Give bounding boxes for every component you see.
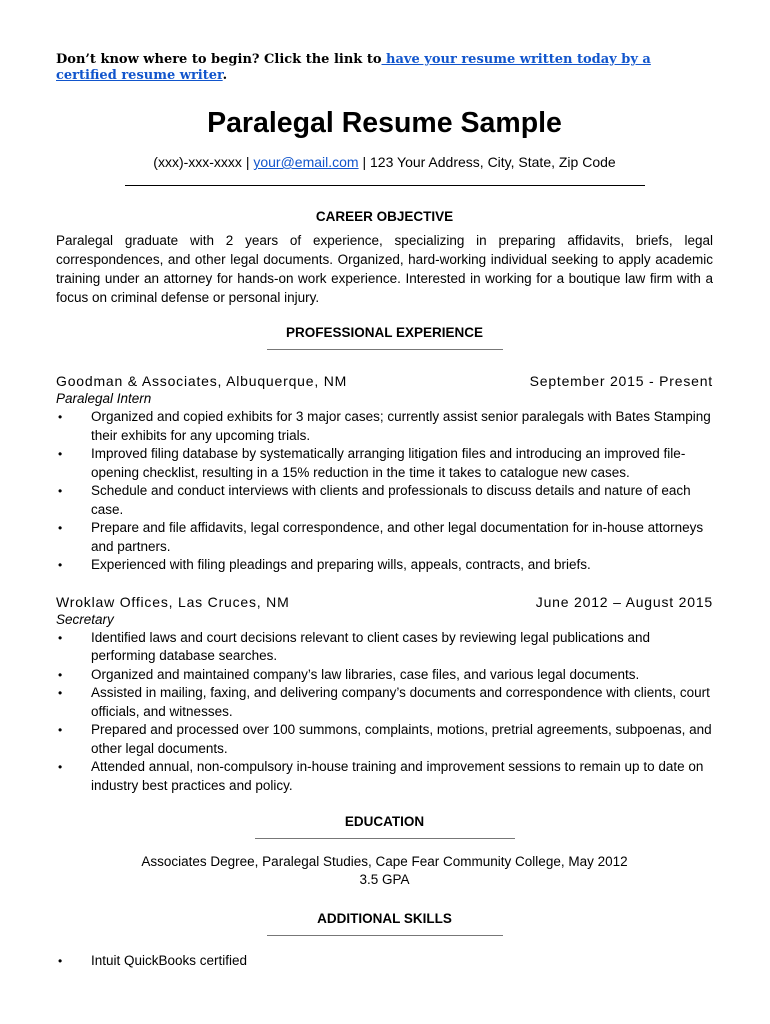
bullet-text: Experienced with filing pleadings and preparing wills, appeals, contracts, and briefs. <box>91 557 591 572</box>
list-item <box>56 758 713 795</box>
bullet-icon: • <box>58 667 63 682</box>
education-degree: Associates Degree, Paralegal Studies, Cape Fear Community College, May 2012 <box>141 854 628 869</box>
bullet-text: Organized and copied exhibits for 3 major cases; currently assist senior paralegals with Bates Stamping their exhibits for any upcoming trials. <box>91 409 711 443</box>
job-dates: June 2012 – August 2015 <box>535 593 713 610</box>
skills-heading: ADDITIONAL SKILLS <box>317 911 452 926</box>
job-bullets <box>56 408 713 575</box>
job-2 <box>56 593 713 796</box>
bullet-text: Prepared and processed over 100 summons, complaints, motions, pretrial agreements, subpoenas, and other legal documents. <box>91 722 712 756</box>
skills-list <box>56 952 713 971</box>
promo-banner <box>56 52 713 84</box>
contact-line <box>56 153 713 171</box>
bullet-icon: • <box>58 521 63 535</box>
list-item <box>56 629 713 666</box>
education-gpa: 3.5 GPA <box>359 872 410 887</box>
list-item <box>56 445 713 482</box>
objective-heading: CAREER OBJECTIVE <box>315 209 454 224</box>
bullet-text: Attended annual, non-compulsory in-house training and improvement sessions to remain up to date on industry best practices and policy. <box>91 759 704 793</box>
promo-lead: Don’t know where to begin? Click the link to <box>56 52 382 67</box>
list-item <box>56 952 713 971</box>
bullet-text: Identified laws and court decisions relevant to client cases by reviewing legal publications and performing database searches. <box>91 629 651 663</box>
list-item <box>56 408 713 445</box>
email-link[interactable]: your@email.com <box>253 154 359 170</box>
bullet-text: Organized and maintained company’s law libraries, case files, and various legal documents. <box>91 666 640 682</box>
bullet-icon: • <box>58 723 63 737</box>
job-employer: Wroklaw Offices, Las Cruces, NM <box>56 593 290 610</box>
resume-writer-link[interactable]: have your resume written today by a certified resume writer <box>56 52 651 83</box>
job-header <box>56 372 713 390</box>
bullet-icon: • <box>58 760 63 774</box>
objective-text: Paralegal graduate with 2 years of experience, specializing in preparing affidavits, briefs, legal correspondences, and other legal documents. Organized, hard-working individual seeking to apply academic training under an attorney for hands-on work experience. Interested in working for a boutique law firm with a focus on criminal defense or personal injury. <box>56 233 713 305</box>
education-divider <box>255 838 515 839</box>
skills-divider <box>267 935 503 936</box>
list-item <box>56 519 713 556</box>
job-employer: Goodman & Associates, Albuquerque, NM <box>56 373 348 389</box>
job-1 <box>56 372 713 575</box>
bullet-icon: • <box>58 954 63 968</box>
header-divider <box>125 185 645 186</box>
bullet-text: Improved filing database by systematically arranging litigation files and introducing an improved file-opening checklist, resulting in a 15% reduction in the time it takes to catalogue new cases. <box>91 446 686 480</box>
list-item <box>56 556 713 575</box>
experience-divider <box>267 349 503 350</box>
bullet-text: Assisted in mailing, faxing, and delivering company’s documents and correspondence with clients, court officials, and witnesses. <box>91 685 710 719</box>
list-item <box>56 482 713 519</box>
list-item <box>56 684 713 721</box>
job-dates: September 2015 - Present <box>529 373 713 389</box>
phone: (xxx)-xxx-xxxx | <box>153 154 254 170</box>
promo-trail: . <box>222 68 228 83</box>
list-item <box>56 721 713 758</box>
bullet-icon: • <box>58 630 63 645</box>
skill-text: Intuit QuickBooks certified <box>91 953 248 968</box>
bullet-icon: • <box>58 686 63 700</box>
resume-page <box>56 52 713 971</box>
bullet-icon: • <box>58 484 63 498</box>
bullet-icon: • <box>58 447 63 461</box>
job-role: Secretary <box>56 611 114 627</box>
list-item <box>56 666 713 685</box>
page-title: Paralegal Resume Sample <box>207 107 562 139</box>
job-bullets <box>56 629 713 796</box>
bullet-text: Schedule and conduct interviews with clients and professionals to discuss details and nature of each case. <box>91 483 691 517</box>
job-header <box>56 593 713 611</box>
education-heading: EDUCATION <box>344 814 425 829</box>
bullet-icon: • <box>58 558 63 572</box>
bullet-icon: • <box>58 410 63 424</box>
address: | 123 Your Address, City, State, Zip Code <box>358 154 616 170</box>
experience-heading: PROFESSIONAL EXPERIENCE <box>285 325 484 340</box>
bullet-text: Prepare and file affidavits, legal correspondence, and other legal documentation for in-house attorneys and partners. <box>91 520 704 554</box>
job-role: Paralegal Intern <box>56 391 152 406</box>
